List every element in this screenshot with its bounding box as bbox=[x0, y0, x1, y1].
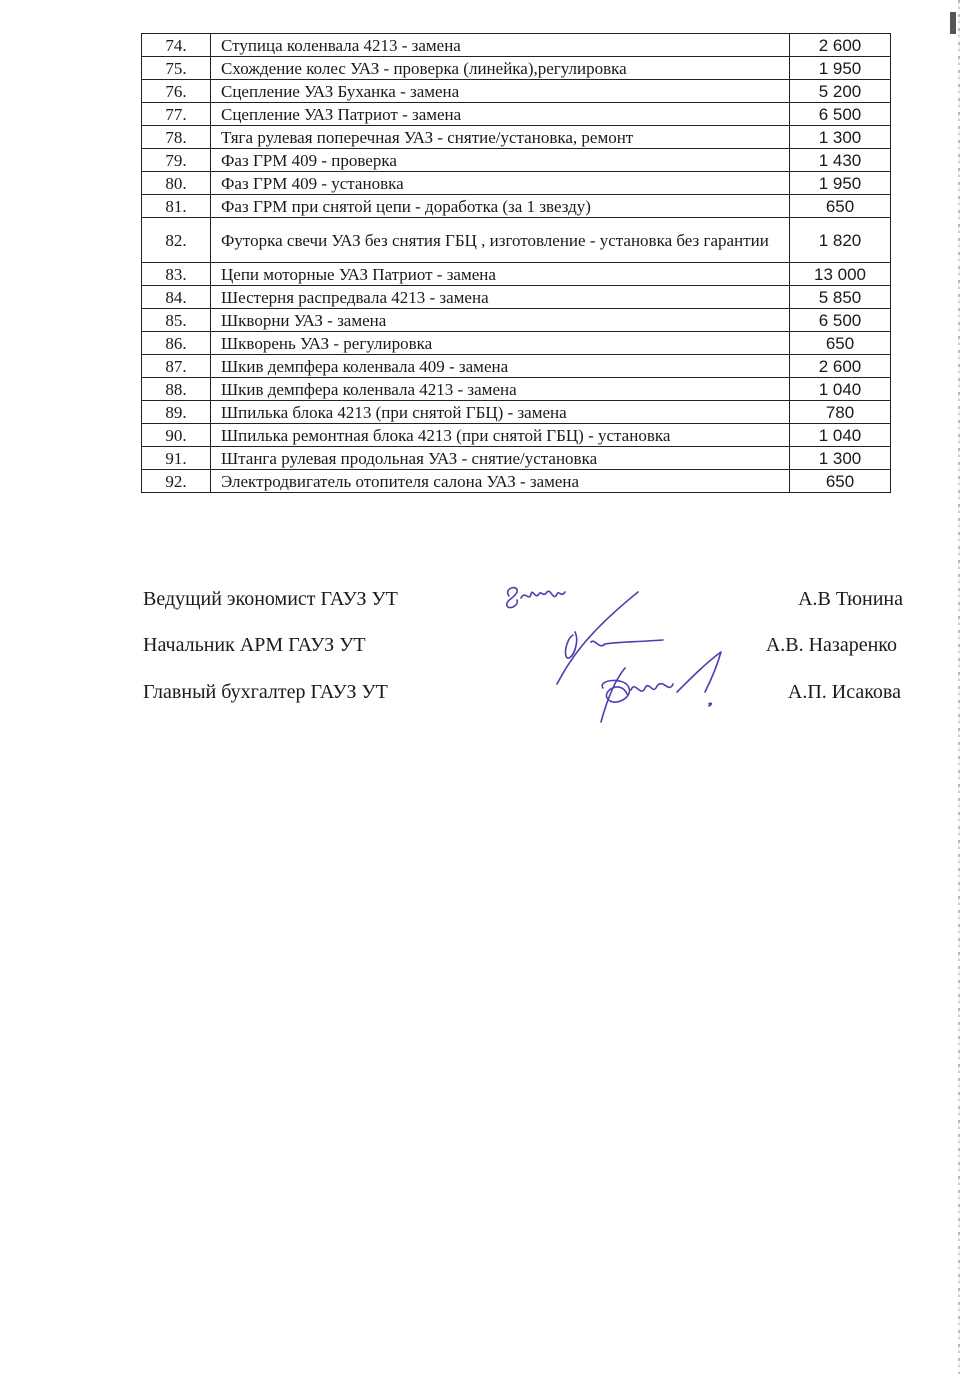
service-price: 1 820 bbox=[790, 218, 891, 263]
table-row bbox=[142, 286, 891, 309]
table-row bbox=[142, 355, 891, 378]
service-price: 5 850 bbox=[790, 286, 891, 309]
row-number: 84. bbox=[142, 286, 211, 309]
table-row bbox=[142, 401, 891, 424]
service-name: Шпилька блока 4213 (при снятой ГБЦ) - замена bbox=[211, 401, 790, 424]
service-price: 2 600 bbox=[790, 34, 891, 57]
row-number: 90. bbox=[142, 424, 211, 447]
service-name: Сцепление УАЗ Буханка - замена bbox=[211, 80, 790, 103]
service-name: Фаз ГРМ 409 - проверка bbox=[211, 149, 790, 172]
row-number: 85. bbox=[142, 309, 211, 332]
table-row bbox=[142, 378, 891, 401]
row-number: 78. bbox=[142, 126, 211, 149]
service-price: 13 000 bbox=[790, 263, 891, 286]
table-row bbox=[142, 103, 891, 126]
table-row bbox=[142, 57, 891, 80]
table-row bbox=[142, 195, 891, 218]
signer-title: Главный бухгалтер ГАУЗ УТ bbox=[143, 681, 388, 703]
row-number: 91. bbox=[142, 447, 211, 470]
service-price: 1 040 bbox=[790, 424, 891, 447]
table-row bbox=[142, 332, 891, 355]
service-price: 1 950 bbox=[790, 172, 891, 195]
service-price: 780 bbox=[790, 401, 891, 424]
service-name: Штанга рулевая продольная УАЗ - снятие/установка bbox=[211, 447, 790, 470]
signer-name: А.В Тюнина bbox=[798, 588, 903, 610]
service-price: 650 bbox=[790, 470, 891, 493]
scan-artifact bbox=[950, 12, 956, 34]
row-number: 74. bbox=[142, 34, 211, 57]
service-name: Тяга рулевая поперечная УАЗ - снятие/установка, ремонт bbox=[211, 126, 790, 149]
service-name: Ступица коленвала 4213 - замена bbox=[211, 34, 790, 57]
signature-isakova bbox=[601, 652, 721, 722]
table-row bbox=[142, 470, 891, 493]
row-number: 89. bbox=[142, 401, 211, 424]
row-number: 87. bbox=[142, 355, 211, 378]
row-number: 75. bbox=[142, 57, 211, 80]
service-price: 1 040 bbox=[790, 378, 891, 401]
table-row bbox=[142, 309, 891, 332]
table-row bbox=[142, 172, 891, 195]
signer-title: Начальник АРМ ГАУЗ УТ bbox=[143, 634, 366, 656]
table-row bbox=[142, 218, 891, 263]
service-price: 2 600 bbox=[790, 355, 891, 378]
row-number: 81. bbox=[142, 195, 211, 218]
signature-row-accountant bbox=[0, 681, 971, 711]
table-row bbox=[142, 126, 891, 149]
row-number: 86. bbox=[142, 332, 211, 355]
row-number: 76. bbox=[142, 80, 211, 103]
row-number: 82. bbox=[142, 218, 211, 263]
service-name: Шкив демпфера коленвала 4213 - замена bbox=[211, 378, 790, 401]
row-number: 80. bbox=[142, 172, 211, 195]
table-row bbox=[142, 263, 891, 286]
table-row bbox=[142, 34, 891, 57]
service-price: 5 200 bbox=[790, 80, 891, 103]
service-price: 6 500 bbox=[790, 309, 891, 332]
signature-row-economist bbox=[0, 588, 971, 618]
row-number: 83. bbox=[142, 263, 211, 286]
service-price: 1 300 bbox=[790, 447, 891, 470]
price-table bbox=[141, 33, 891, 493]
service-price: 6 500 bbox=[790, 103, 891, 126]
row-number: 88. bbox=[142, 378, 211, 401]
table-row bbox=[142, 447, 891, 470]
service-name: Фаз ГРМ 409 - установка bbox=[211, 172, 790, 195]
service-name: Шестерня распредвала 4213 - замена bbox=[211, 286, 790, 309]
row-number: 77. bbox=[142, 103, 211, 126]
service-price: 1 300 bbox=[790, 126, 891, 149]
signer-name: А.П. Исакова bbox=[787, 681, 901, 703]
table-row bbox=[142, 149, 891, 172]
signature-tyunina bbox=[507, 588, 565, 608]
price-table-body bbox=[142, 34, 891, 493]
service-name: Шкворни УАЗ - замена bbox=[211, 309, 790, 332]
service-name: Шпилька ремонтная блока 4213 (при снятой ГБЦ) - установка bbox=[211, 424, 790, 447]
service-price: 1 950 bbox=[790, 57, 891, 80]
service-name: Фаз ГРМ при снятой цепи - доработка (за 1 звезду) bbox=[211, 195, 790, 218]
handwritten-signatures bbox=[495, 580, 745, 730]
service-price: 1 430 bbox=[790, 149, 891, 172]
service-name: Футорка свечи УАЗ без снятия ГБЦ , изготовление - установка без гарантии bbox=[211, 218, 790, 263]
service-name: Шкив демпфера коленвала 409 - замена bbox=[211, 355, 790, 378]
signature-row-head bbox=[0, 634, 971, 664]
service-name: Сцепление УАЗ Патриот - замена bbox=[211, 103, 790, 126]
service-name: Схождение колес УАЗ - проверка (линейка),регулировка bbox=[211, 57, 790, 80]
signature-nazarenko bbox=[557, 592, 663, 684]
service-price: 650 bbox=[790, 195, 891, 218]
service-name: Электродвигатель отопителя салона УАЗ - замена bbox=[211, 470, 790, 493]
table-row bbox=[142, 424, 891, 447]
signer-title: Ведущий экономист ГАУЗ УТ bbox=[143, 588, 398, 610]
service-name: Шкворень УАЗ - регулировка bbox=[211, 332, 790, 355]
row-number: 79. bbox=[142, 149, 211, 172]
row-number: 92. bbox=[142, 470, 211, 493]
service-price: 650 bbox=[790, 332, 891, 355]
table-row bbox=[142, 80, 891, 103]
service-name: Цепи моторные УАЗ Патриот - замена bbox=[211, 263, 790, 286]
signer-name: А.В. Назаренко bbox=[765, 634, 897, 656]
